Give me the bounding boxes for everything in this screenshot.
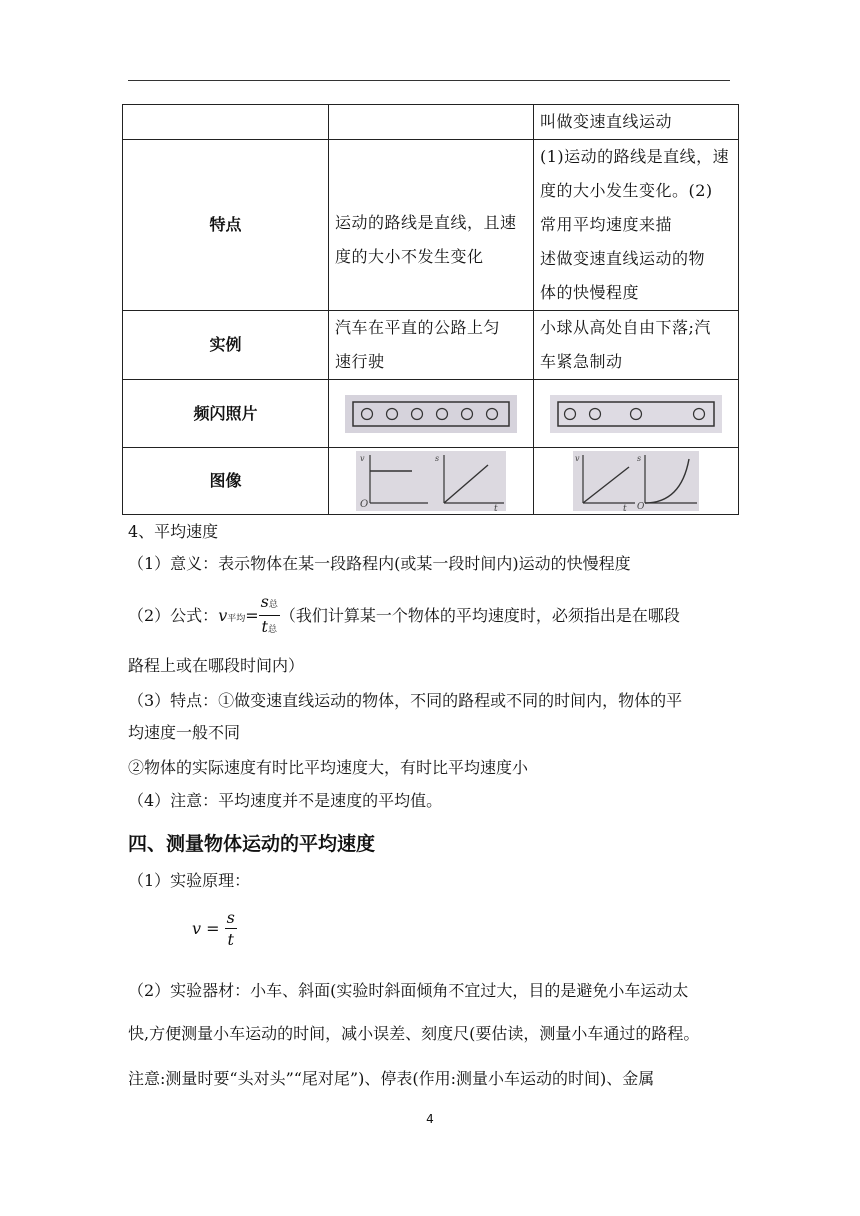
page-number: 4 <box>426 1112 434 1126</box>
formula-equals: = <box>206 919 220 938</box>
section-heading-average-speed: 4、平均速度 <box>128 522 219 541</box>
formula-paragraph <box>128 592 680 636</box>
table-row <box>123 105 739 140</box>
formula-symbol: s <box>226 908 235 927</box>
paragraph: （1）实验原理： <box>128 871 251 890</box>
paragraph: （2）实验器材：小车、斜面(实验时斜面倾角不宜过大，目的是避免小车运动太 <box>128 981 689 1000</box>
paragraph: 快,方便测量小车运动的时间，减小误差、刻度尺(要估读，测量小车通过的路程。 <box>128 1024 700 1043</box>
cell-line: 体的快慢程度 <box>540 283 640 302</box>
features-variable-cell <box>534 140 739 311</box>
paragraph: （4）注意：平均速度并不是速度的平均值。 <box>128 791 443 810</box>
table-row-graph <box>123 448 739 515</box>
row-label-flash: 频闪照片 <box>123 380 329 448</box>
cell-line: 度的大小不发生变化 <box>335 247 484 266</box>
formula-symbol: v <box>192 919 202 938</box>
flash-uniform-cell <box>329 380 534 448</box>
table-row-examples <box>123 311 739 380</box>
paragraph-text: （2）公式： <box>128 606 219 625</box>
formula-symbol: s <box>260 592 269 611</box>
row-label-examples: 实例 <box>123 311 329 380</box>
cell-line: 汽车在平直的公路上匀 <box>335 318 501 337</box>
graph-variable-images <box>573 451 699 511</box>
axis-label: t <box>623 504 627 511</box>
formula-fraction <box>259 592 280 641</box>
examples-uniform-cell <box>329 311 534 380</box>
graph-uniform-images <box>356 451 506 511</box>
cell-line: 述做变速直线运动的物 <box>540 249 706 268</box>
formula-subscript: 总 <box>267 625 277 635</box>
row-label-graph: 图像 <box>123 448 329 515</box>
formula-fraction <box>225 908 237 951</box>
paragraph: （3）特点：①做变速直线运动的物体，不同的路程或不同的时间内，物体的平 <box>128 691 683 710</box>
origin-label: O <box>360 499 369 510</box>
table-cell <box>329 105 534 140</box>
axis-label: v <box>575 454 580 463</box>
formula-symbol: t <box>227 930 234 949</box>
table-cell <box>123 105 329 140</box>
features-uniform-cell <box>329 140 534 311</box>
flash-variable-cell <box>534 380 739 448</box>
graph-uniform-cell <box>329 448 534 515</box>
formula-subscript: 总 <box>268 600 278 610</box>
table-row-flash <box>123 380 739 448</box>
motion-comparison-table <box>122 104 739 515</box>
cell-line: (1)运动的路线是直线，速 <box>540 147 730 166</box>
formula-equals: = <box>245 606 259 625</box>
flash-photo-variable <box>550 395 722 433</box>
cell-line: 运动的路线是直线，且速 <box>335 213 517 232</box>
graph-variable-cell <box>534 448 739 515</box>
section-heading-measure: 四、测量物体运动的平均速度 <box>128 833 376 855</box>
paragraph: 均速度一般不同 <box>128 723 241 742</box>
axis-label: v <box>360 454 365 463</box>
cell-line: 度的大小发生变化。(2) <box>540 181 713 200</box>
paragraph: 注意:测量时要“头对头”“尾对尾”)、停表(作用:测量小车运动的时间)、金属 <box>128 1069 655 1088</box>
origin-label: O <box>637 502 645 511</box>
formula-subscript: 平均 <box>227 614 246 624</box>
table-cell <box>534 105 739 140</box>
examples-variable-cell <box>534 311 739 380</box>
cell-line: 常用平均速度来描 <box>540 215 673 234</box>
paragraph: （1）意义：表示物体在某一段路程内(或某一段时间内)运动的快慢程度 <box>128 554 631 573</box>
flash-photo-uniform <box>345 395 517 433</box>
paragraph-text: （我们计算某一个物体的平均速度时，必须指出是在哪段 <box>279 606 680 625</box>
formula-symbol: t <box>261 617 268 636</box>
cell-line: 小球从高处自由下落;汽 <box>540 318 711 337</box>
axis-label: s <box>435 454 440 463</box>
formula-symbol: v <box>218 606 228 625</box>
table-row-features <box>123 140 739 311</box>
header-rule <box>128 80 730 81</box>
paragraph: 路程上或在哪段时间内） <box>128 656 305 675</box>
paragraph: ②物体的实际速度有时比平均速度大，有时比平均速度小 <box>128 758 529 777</box>
axis-label: t <box>494 504 498 511</box>
cell-line: 速行驶 <box>335 352 385 371</box>
row-label-features: 特点 <box>123 140 329 311</box>
principle-formula <box>192 906 237 956</box>
cell-text: 叫做变速直线运动 <box>540 112 673 131</box>
axis-label: s <box>637 454 642 463</box>
cell-line: 车紧急制动 <box>540 352 623 371</box>
